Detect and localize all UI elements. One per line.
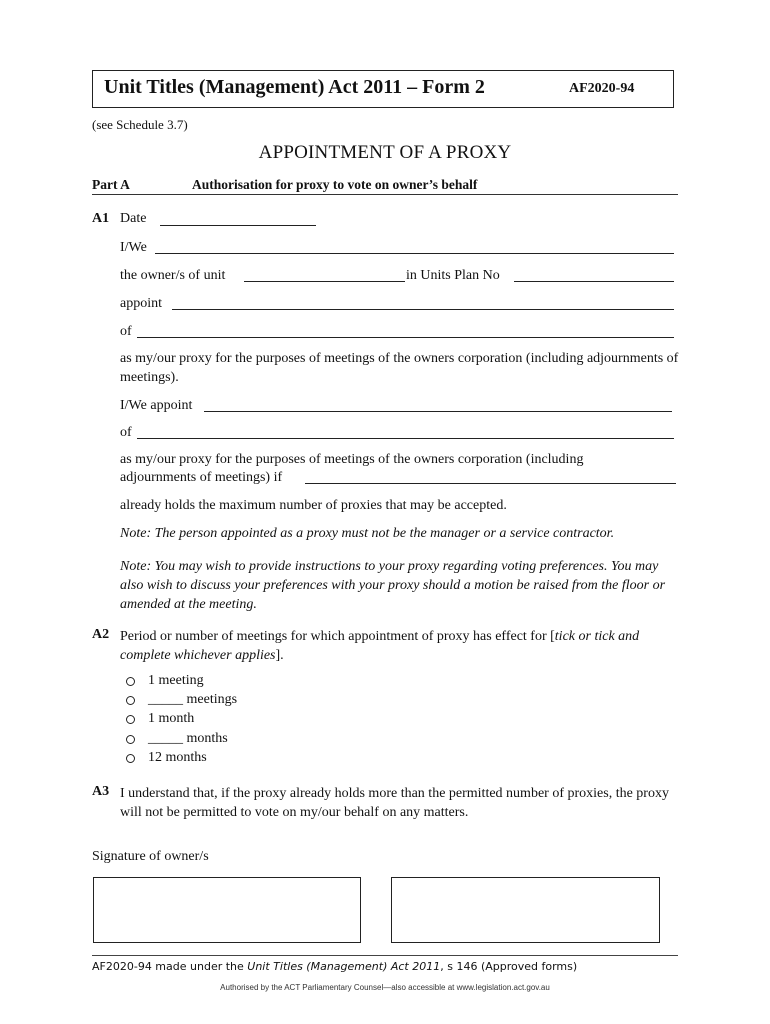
part-a-description: Authorisation for proxy to vote on owner’s behalf — [192, 177, 478, 192]
date-field[interactable] — [160, 225, 316, 226]
option-label-4: _____ months — [148, 731, 228, 746]
already-holds-text: already holds the maximum number of proxies that may be accepted. — [120, 498, 507, 513]
option-radio-4[interactable] — [126, 735, 135, 744]
option-radio-2[interactable] — [126, 696, 135, 705]
iwe-appoint-label: I/We appoint — [120, 398, 193, 413]
a2-text-plain: Period or number of meetings for which appointment of proxy has effect for [ — [120, 629, 555, 644]
option-radio-1[interactable] — [126, 677, 135, 686]
signature-box-2[interactable] — [391, 877, 660, 943]
of-label-2: of — [120, 425, 132, 440]
signature-label: Signature of owner/s — [92, 849, 209, 864]
footer-authorised: Authorised by the ACT Parliamentary Counsel—also accessible at www.legislation.act.gov.au — [220, 983, 550, 992]
alternate-purpose-line2: adjournments of meetings) if — [120, 470, 283, 485]
part-a-label: Part A — [92, 177, 130, 192]
note-voting-preferences: Note: You may wish to provide instructions to your proxy regarding voting preferences. You may also wish to discuss your preferences with your proxy should a motion be raised from the floor or amended at the meeting. — [120, 559, 666, 612]
proxy-address-field[interactable] — [137, 337, 674, 338]
form-code: AF2020-94 — [569, 81, 635, 96]
owner-unit-label: the owner/s of unit — [120, 268, 226, 283]
owner-name-field[interactable] — [155, 253, 674, 254]
option-label-1: 1 meeting — [148, 673, 204, 688]
footer-act-name: Unit Titles (Management) Act 2011 — [247, 960, 441, 973]
option-radio-3[interactable] — [126, 715, 135, 724]
unit-number-field[interactable] — [244, 281, 405, 282]
units-plan-field[interactable] — [514, 281, 674, 282]
form-title: Unit Titles (Management) Act 2011 – Form 2 — [104, 76, 485, 98]
option-label-3: 1 month — [148, 711, 195, 726]
a3-number: A3 — [92, 784, 110, 799]
note-manager: Note: The person appointed as a proxy must not be the manager or a service contractor. — [120, 526, 615, 541]
first-proxy-name-field[interactable] — [305, 483, 676, 484]
part-a-divider — [92, 194, 678, 195]
option-radio-5[interactable] — [126, 754, 135, 763]
a2-text-italic: tick or tick and complete whichever applies — [120, 629, 640, 663]
footer-suffix: , s 146 (Approved forms) — [440, 960, 578, 973]
footer-divider — [92, 955, 678, 956]
proxy-purpose-text: as my/our proxy for the purposes of meetings of the owners corporation (including adjournments of meetings). — [120, 351, 679, 385]
option-label-5: 12 months — [148, 750, 207, 765]
of-label: of — [120, 324, 132, 339]
a2-text-end: ]. — [275, 648, 284, 663]
date-label: Date — [120, 211, 147, 226]
a2-number: A2 — [92, 627, 110, 642]
footer-prefix: AF2020-94 made under the — [92, 960, 248, 973]
a2-text — [120, 627, 680, 665]
units-plan-label: in Units Plan No — [406, 268, 500, 283]
appoint-label: appoint — [120, 296, 162, 311]
signature-box-1[interactable] — [93, 877, 361, 943]
alternate-proxy-address-field[interactable] — [137, 438, 674, 439]
footer-text — [92, 960, 577, 973]
page-heading: APPOINTMENT OF A PROXY — [258, 142, 512, 163]
a3-text: I understand that, if the proxy already holds more than the permitted number of proxies, the proxy will not be permitted to vote on my/our behalf on any matters. — [120, 786, 669, 820]
alternate-purpose-line1: as my/our proxy for the purposes of meetings of the owners corporation (including — [120, 452, 584, 467]
a1-number: A1 — [92, 211, 110, 226]
iwe-label: I/We — [120, 240, 147, 255]
proxy-name-field[interactable] — [172, 309, 674, 310]
schedule-reference: (see Schedule 3.7) — [92, 117, 188, 132]
alternate-proxy-name-field[interactable] — [204, 411, 672, 412]
option-label-2: _____ meetings — [148, 692, 238, 707]
